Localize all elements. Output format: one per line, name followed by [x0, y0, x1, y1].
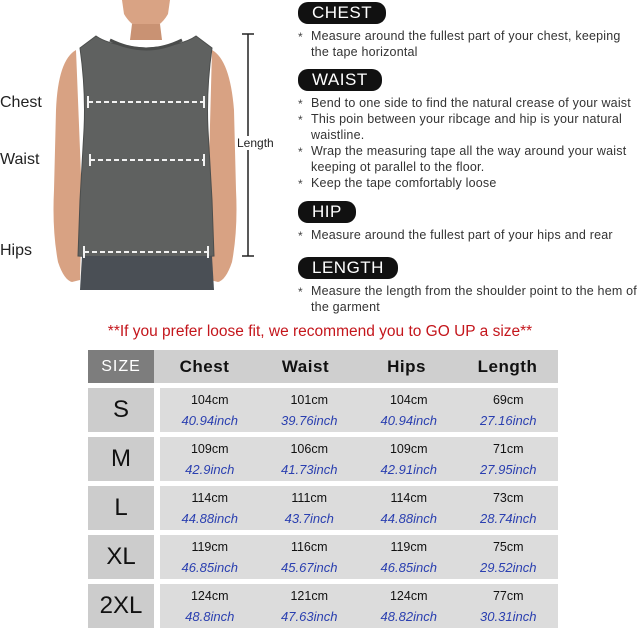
inch-value: 28.74inch: [480, 511, 537, 526]
chest-section: [298, 2, 640, 60]
waist-label: Waist: [0, 151, 40, 168]
waist-column-header: Waist: [281, 356, 330, 376]
inch-value: 40.94inch: [380, 413, 437, 428]
chest-title-pill: CHEST: [298, 2, 386, 24]
cm-value: 69cm: [492, 393, 524, 407]
hip-bullets: [298, 227, 613, 243]
length-section: [298, 257, 640, 315]
table-body: [88, 388, 558, 628]
chest-cell: [160, 388, 260, 432]
measurement-cells: [160, 437, 558, 481]
hips-cell: [359, 437, 459, 481]
length-column-header: Length: [477, 356, 538, 376]
bullet-item: * Measure the length from the shoulder point to the hem of the garment: [298, 283, 640, 315]
cm-value: 104cm: [190, 393, 229, 407]
inch-value: 41.73inch: [281, 462, 338, 477]
cm-value: 121cm: [290, 589, 329, 603]
hip-section: [298, 201, 613, 243]
inch-value: 39.76inch: [281, 413, 338, 428]
cm-value: 111cm: [291, 491, 328, 505]
measurement-cells: [160, 584, 558, 628]
chest-cell: [160, 486, 260, 530]
size-chart-table: [88, 350, 558, 628]
waist-cell: [260, 584, 360, 628]
length-cell: [459, 535, 559, 579]
length-label: Length: [237, 136, 274, 150]
hips-cell: [359, 388, 459, 432]
hips-cell: [359, 535, 459, 579]
bullet-item: * Wrap the measuring tape all the way around your waist keeping ot parallel to the floor.: [298, 143, 640, 175]
measurement-cells: [160, 388, 558, 432]
size-cell: M: [88, 437, 154, 481]
inch-value: 29.52inch: [480, 560, 537, 575]
size-cell: S: [88, 388, 154, 432]
waist-bullets: [298, 95, 640, 191]
inch-value: 40.94inch: [181, 413, 238, 428]
size-up-notice: **If you prefer loose fit, we recommend you to GO UP a size**: [107, 323, 533, 340]
inch-value: 27.95inch: [480, 462, 537, 477]
chest-bullets: [298, 28, 640, 60]
cm-value: 104cm: [389, 393, 428, 407]
length-cell: [459, 388, 559, 432]
size-column-header: SIZE: [88, 350, 154, 383]
cm-value: 119cm: [390, 540, 428, 554]
hips-label: Hips: [0, 242, 33, 259]
inch-value: 47.63inch: [281, 609, 338, 624]
cm-value: 71cm: [492, 442, 524, 456]
cm-value: 124cm: [190, 589, 229, 603]
cm-value: 116cm: [290, 540, 328, 554]
chest-label: Chest: [0, 94, 42, 111]
chest-column-header: Chest: [179, 356, 230, 376]
waist-title-pill: WAIST: [298, 69, 382, 91]
cm-value: 124cm: [389, 589, 428, 603]
table-row: [88, 535, 558, 579]
waist-cell: [260, 535, 360, 579]
cm-value: 101cm: [290, 393, 329, 407]
bullet-item: * Keep the tape comfortably loose: [298, 175, 640, 191]
measurement-cells: [160, 535, 558, 579]
inch-value: 27.16inch: [480, 413, 537, 428]
cm-value: 106cm: [290, 442, 329, 456]
table-row: [88, 584, 558, 628]
length-bullets: [298, 283, 640, 315]
inch-value: 48.8inch: [185, 609, 235, 624]
table-row: [88, 388, 558, 432]
size-cell: XL: [88, 535, 154, 579]
inch-value: 46.85inch: [181, 560, 238, 575]
hip-title-pill: HIP: [298, 201, 356, 223]
cm-value: 114cm: [191, 491, 229, 505]
inch-value: 45.67inch: [281, 560, 338, 575]
waist-cell: [260, 486, 360, 530]
cm-value: 73cm: [492, 491, 524, 505]
size-cell: 2XL: [88, 584, 154, 628]
bullet-item: * Bend to one side to find the natural crease of your waist: [298, 95, 640, 111]
waist-cell: [260, 437, 360, 481]
inch-value: 46.85inch: [380, 560, 437, 575]
inch-value: 44.88inch: [380, 511, 437, 526]
cm-value: 77cm: [492, 589, 524, 603]
inch-value: 44.88inch: [181, 511, 238, 526]
inch-value: 48.82inch: [380, 609, 437, 624]
chest-cell: [160, 584, 260, 628]
size-cell: L: [88, 486, 154, 530]
hips-cell: [359, 486, 459, 530]
inch-value: 30.31inch: [480, 609, 537, 624]
measurement-cells: [160, 486, 558, 530]
chest-cell: [160, 535, 260, 579]
waist-section: [298, 69, 640, 191]
cm-value: 75cm: [492, 540, 524, 554]
inch-value: 42.9inch: [185, 462, 235, 477]
length-cell: [459, 584, 559, 628]
length-title-pill: LENGTH: [298, 257, 398, 279]
inch-value: 42.91inch: [380, 462, 437, 477]
length-cell: [459, 437, 559, 481]
hips-cell: [359, 584, 459, 628]
inch-value: 43.7inch: [284, 511, 334, 526]
length-cell: [459, 486, 559, 530]
cm-value: 119cm: [191, 540, 229, 554]
cm-value: 109cm: [190, 442, 229, 456]
cm-value: 114cm: [390, 491, 428, 505]
waist-cell: [260, 388, 360, 432]
hips-column-header: Hips: [387, 356, 426, 376]
bullet-item: * Measure around the fullest part of your hips and rear: [298, 227, 613, 243]
model-figure: [0, 0, 290, 290]
chest-cell: [160, 437, 260, 481]
table-header: [88, 350, 558, 383]
bullet-item: * Measure around the fullest part of your chest, keeping the tape horizontal: [298, 28, 640, 60]
bullet-item: * This poin between your ribcage and hip is your natural waistline.: [298, 111, 640, 143]
cm-value: 109cm: [389, 442, 428, 456]
table-row: [88, 486, 558, 530]
table-row: [88, 437, 558, 481]
